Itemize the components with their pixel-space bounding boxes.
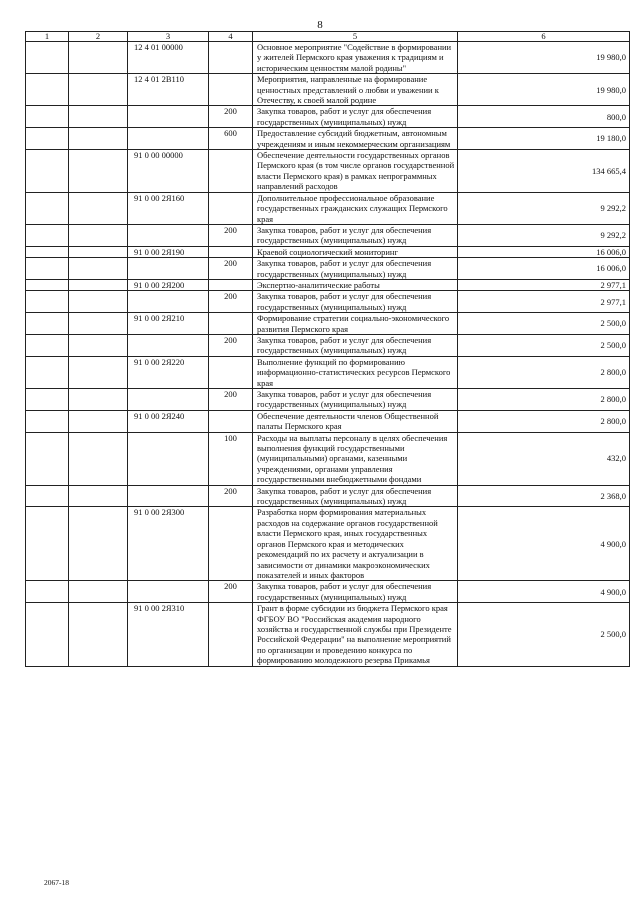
expense-type-code	[209, 192, 253, 224]
expense-type-code	[209, 603, 253, 666]
target-article-code	[128, 106, 209, 128]
empty-cell	[69, 389, 128, 411]
expense-type-code: 200	[209, 334, 253, 356]
amount: 432,0	[458, 432, 630, 485]
table-row	[26, 507, 630, 581]
target-article-code	[128, 224, 209, 246]
expense-name: Обеспечение деятельности государственных органов Пермского края (в том числе органов государственной власти Пермского края) в рамках непрограммных направлений расходов	[253, 150, 458, 193]
empty-cell	[69, 334, 128, 356]
empty-cell	[26, 150, 69, 193]
expense-name: Формирование стратегии социально-экономического развития Пермского края	[253, 313, 458, 335]
target-article-code	[128, 432, 209, 485]
amount: 2 368,0	[458, 485, 630, 507]
empty-cell	[26, 313, 69, 335]
column-number-row	[26, 32, 630, 42]
empty-cell	[26, 507, 69, 581]
expense-type-code: 600	[209, 128, 253, 150]
empty-cell	[26, 389, 69, 411]
budget-table	[25, 31, 630, 667]
empty-cell	[69, 432, 128, 485]
table-row	[26, 224, 630, 246]
target-article-code	[128, 581, 209, 603]
empty-cell	[69, 410, 128, 432]
empty-cell	[26, 334, 69, 356]
amount: 2 977,1	[458, 291, 630, 313]
table-row	[26, 389, 630, 411]
table-row	[26, 432, 630, 485]
empty-cell	[69, 313, 128, 335]
target-article-code	[128, 258, 209, 280]
empty-cell	[26, 106, 69, 128]
table-row	[26, 356, 630, 388]
empty-cell	[69, 74, 128, 106]
target-article-code: 12 4 01 2В110	[128, 74, 209, 106]
empty-cell	[26, 279, 69, 290]
target-article-code: 91 0 00 00000	[128, 150, 209, 193]
empty-cell	[69, 279, 128, 290]
empty-cell	[69, 603, 128, 666]
empty-cell	[69, 246, 128, 257]
empty-cell	[69, 106, 128, 128]
expense-name: Дополнительное профессиональное образование государственных гражданских служащих Пермского края	[253, 192, 458, 224]
empty-cell	[69, 42, 128, 74]
target-article-code	[128, 128, 209, 150]
amount: 2 800,0	[458, 410, 630, 432]
target-article-code: 91 0 00 2Я210	[128, 313, 209, 335]
expense-type-code: 200	[209, 224, 253, 246]
empty-cell	[69, 150, 128, 193]
empty-cell	[69, 258, 128, 280]
empty-cell	[26, 410, 69, 432]
amount: 2 800,0	[458, 356, 630, 388]
target-article-code	[128, 389, 209, 411]
amount: 19 180,0	[458, 128, 630, 150]
column-number-2: 2	[69, 32, 128, 42]
document-code: 2067-18	[44, 878, 69, 887]
expense-type-code: 200	[209, 389, 253, 411]
empty-cell	[26, 291, 69, 313]
expense-name: Краевой социологический мониторинг	[253, 246, 458, 257]
amount: 19 980,0	[458, 74, 630, 106]
target-article-code: 91 0 00 2Я190	[128, 246, 209, 257]
expense-name: Закупка товаров, работ и услуг для обеспечения государственных (муниципальных) нужд	[253, 485, 458, 507]
empty-cell	[26, 603, 69, 666]
expense-name: Закупка товаров, работ и услуг для обеспечения государственных (муниципальных) нужд	[253, 258, 458, 280]
expense-name: Основное мероприятие "Содействие в формировании у жителей Пермского края уважения к традициям и историческим ценностям малой родины"	[253, 42, 458, 74]
table-row	[26, 106, 630, 128]
amount: 19 980,0	[458, 42, 630, 74]
target-article-code: 91 0 00 2Я200	[128, 279, 209, 290]
column-number-1: 1	[26, 32, 69, 42]
table-row	[26, 603, 630, 666]
target-article-code	[128, 334, 209, 356]
table-row	[26, 291, 630, 313]
table-row	[26, 128, 630, 150]
empty-cell	[26, 258, 69, 280]
table-row	[26, 246, 630, 257]
empty-cell	[26, 581, 69, 603]
empty-cell	[69, 291, 128, 313]
table-row	[26, 485, 630, 507]
table-body	[26, 32, 630, 667]
expense-type-code	[209, 507, 253, 581]
empty-cell	[69, 485, 128, 507]
table-row	[26, 313, 630, 335]
target-article-code: 91 0 00 2Я310	[128, 603, 209, 666]
target-article-code: 91 0 00 2Я300	[128, 507, 209, 581]
empty-cell	[69, 224, 128, 246]
empty-cell	[69, 356, 128, 388]
expense-type-code: 200	[209, 485, 253, 507]
expense-type-code: 100	[209, 432, 253, 485]
target-article-code: 91 0 00 2Я240	[128, 410, 209, 432]
table-row	[26, 42, 630, 74]
expense-name: Выполнение функций по формированию информационно-статистических ресурсов Пермского края	[253, 356, 458, 388]
table-row	[26, 581, 630, 603]
table-row	[26, 192, 630, 224]
expense-name: Закупка товаров, работ и услуг для обеспечения государственных (муниципальных) нужд	[253, 291, 458, 313]
expense-type-code	[209, 150, 253, 193]
table-row	[26, 258, 630, 280]
empty-cell	[26, 128, 69, 150]
target-article-code	[128, 291, 209, 313]
amount: 134 665,4	[458, 150, 630, 193]
expense-type-code: 200	[209, 258, 253, 280]
empty-cell	[26, 246, 69, 257]
amount: 2 977,1	[458, 279, 630, 290]
amount: 2 500,0	[458, 334, 630, 356]
expense-name: Расходы на выплаты персоналу в целях обеспечения выполнения функций государственными (муниципальными) органами, казенными учреждениями, органами управления государственными внебюджетными фондами	[253, 432, 458, 485]
amount: 4 900,0	[458, 507, 630, 581]
amount: 2 500,0	[458, 313, 630, 335]
amount: 16 006,0	[458, 258, 630, 280]
column-number-4: 4	[209, 32, 253, 42]
amount: 16 006,0	[458, 246, 630, 257]
table-row	[26, 410, 630, 432]
expense-name: Закупка товаров, работ и услуг для обеспечения государственных (муниципальных) нужд	[253, 106, 458, 128]
empty-cell	[69, 192, 128, 224]
expense-name: Закупка товаров, работ и услуг для обеспечения государственных (муниципальных) нужд	[253, 389, 458, 411]
expense-name: Закупка товаров, работ и услуг для обеспечения государственных (муниципальных) нужд	[253, 224, 458, 246]
empty-cell	[26, 224, 69, 246]
expense-name: Закупка товаров, работ и услуг для обеспечения государственных (муниципальных) нужд	[253, 581, 458, 603]
expense-name: Грант в форме субсидии из бюджета Пермского края ФГБОУ ВО "Российская академия народного хозяйства и государственной службы при Президенте Российской Федерации" на выполнение мероприятий по организации и проведению конкурса по формированию молодежного резерва Прикамья	[253, 603, 458, 666]
table-row	[26, 279, 630, 290]
page-number: 8	[317, 19, 323, 31]
column-number-3: 3	[128, 32, 209, 42]
expense-type-code	[209, 313, 253, 335]
amount: 4 900,0	[458, 581, 630, 603]
empty-cell	[26, 485, 69, 507]
amount: 800,0	[458, 106, 630, 128]
table-row	[26, 334, 630, 356]
amount: 9 292,2	[458, 192, 630, 224]
amount: 2 500,0	[458, 603, 630, 666]
empty-cell	[69, 128, 128, 150]
empty-cell	[26, 42, 69, 74]
expense-name: Экспертно-аналитические работы	[253, 279, 458, 290]
column-number-6: 6	[458, 32, 630, 42]
empty-cell	[26, 74, 69, 106]
target-article-code: 91 0 00 2Я160	[128, 192, 209, 224]
empty-cell	[69, 507, 128, 581]
expense-type-code	[209, 42, 253, 74]
empty-cell	[69, 581, 128, 603]
empty-cell	[26, 192, 69, 224]
amount: 9 292,2	[458, 224, 630, 246]
amount: 2 800,0	[458, 389, 630, 411]
target-article-code: 12 4 01 00000	[128, 42, 209, 74]
expense-type-code	[209, 74, 253, 106]
expense-type-code: 200	[209, 291, 253, 313]
empty-cell	[26, 432, 69, 485]
expense-type-code	[209, 356, 253, 388]
expense-name: Обеспечение деятельности членов Общественной палаты Пермского края	[253, 410, 458, 432]
target-article-code: 91 0 00 2Я220	[128, 356, 209, 388]
expense-name: Предоставление субсидий бюджетным, автономным учреждениям и иным некоммерческим организациям	[253, 128, 458, 150]
expense-type-code	[209, 246, 253, 257]
column-number-5: 5	[253, 32, 458, 42]
target-article-code	[128, 485, 209, 507]
table-row	[26, 150, 630, 193]
expense-type-code: 200	[209, 581, 253, 603]
expense-type-code: 200	[209, 106, 253, 128]
expense-name: Мероприятия, направленные на формирование ценностных представлений о любви и уважении к Отечеству, к своей малой родине	[253, 74, 458, 106]
expense-name: Закупка товаров, работ и услуг для обеспечения государственных (муниципальных) нужд	[253, 334, 458, 356]
expense-type-code	[209, 410, 253, 432]
expense-name: Разработка норм формирования материальных расходов на содержание органов государственной власти Пермского края, иных государственных органов Пермского края и методических рекомендаций по их расчету и актуализации в зависимости от динамики макроэкономических показателей и иных факторов	[253, 507, 458, 581]
table-row	[26, 74, 630, 106]
empty-cell	[26, 356, 69, 388]
expense-type-code	[209, 279, 253, 290]
